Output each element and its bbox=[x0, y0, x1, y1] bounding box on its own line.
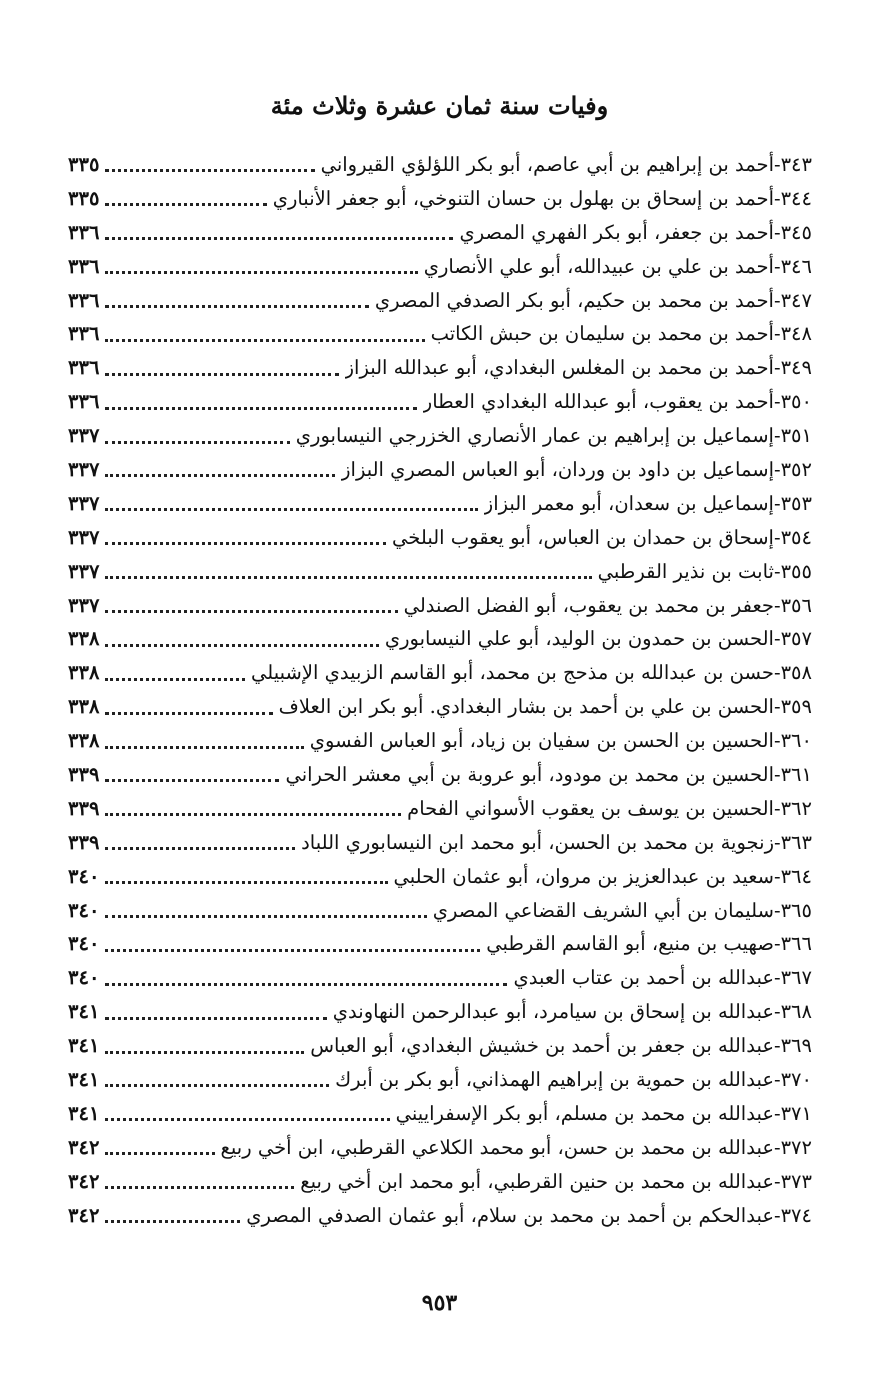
entry-number: ٣٦١- bbox=[773, 763, 812, 787]
dot-leader bbox=[105, 1220, 240, 1223]
toc-entry bbox=[68, 826, 812, 860]
entry-page: ٣٣٦ bbox=[68, 356, 100, 380]
toc-entry bbox=[68, 724, 812, 758]
entry-name: أحمد بن محمد بن سليمان بن حبش الكاتب bbox=[430, 322, 774, 346]
entry-number: ٣٧٢- bbox=[773, 1135, 812, 1159]
entry-name: الحسن بن علي بن أحمد بن بشار البغدادي. أبو بكر ابن العلاف bbox=[278, 695, 774, 719]
entry-page: ٣٣٦ bbox=[68, 322, 100, 346]
entry-page: ٣٣٥ bbox=[68, 186, 100, 210]
entry-number: ٣٥٦- bbox=[773, 593, 812, 617]
dot-leader bbox=[105, 508, 477, 511]
entry-page: ٣٣٧ bbox=[68, 593, 100, 617]
dot-leader bbox=[105, 610, 397, 613]
toc-entry bbox=[68, 792, 812, 826]
dot-leader bbox=[105, 576, 591, 579]
entry-page: ٣٣٧ bbox=[68, 458, 100, 482]
entry-page: ٣٣٧ bbox=[68, 525, 100, 549]
entry-name: عبدالله بن جعفر بن أحمد بن خشيش البغدادي، أبو العباس bbox=[310, 1034, 774, 1058]
dot-leader bbox=[105, 237, 453, 240]
entry-number: ٣٥٢- bbox=[773, 458, 812, 482]
dot-leader bbox=[105, 712, 272, 715]
entry-number: ٣٥٠- bbox=[773, 390, 812, 414]
toc-entry bbox=[68, 927, 812, 961]
entry-number: ٣٤٤- bbox=[773, 186, 812, 210]
entry-name: أحمد بن محمد بن المغلس البغدادي، أبو عبدالله البزاز bbox=[344, 356, 774, 380]
entry-name: عبدالحكم بن أحمد بن محمد بن سلام، أبو عثمان الصدفي المصري bbox=[246, 1203, 774, 1227]
toc-entry bbox=[68, 250, 812, 284]
entry-number: ٣٧٠- bbox=[773, 1068, 812, 1092]
dot-leader bbox=[105, 169, 314, 172]
entry-number: ٣٧١- bbox=[773, 1101, 812, 1125]
entry-page: ٣٣٨ bbox=[68, 729, 100, 753]
toc-entry bbox=[68, 148, 812, 182]
dot-leader bbox=[105, 847, 295, 850]
entry-name: صهيب بن منيع، أبو القاسم القرطبي bbox=[486, 932, 774, 956]
entry-name: عبدالله بن إسحاق بن سيامرد، أبو عبدالرحمن النهاوندي bbox=[332, 1000, 774, 1024]
entry-page: ٣٤٠ bbox=[68, 966, 100, 990]
toc-entry bbox=[68, 555, 812, 589]
entry-page: ٣٣٦ bbox=[68, 220, 100, 244]
entry-number: ٣٦٠- bbox=[773, 729, 812, 753]
dot-leader bbox=[105, 915, 426, 918]
dot-leader bbox=[105, 1152, 214, 1155]
toc-entry bbox=[68, 961, 812, 995]
dot-leader bbox=[105, 1186, 294, 1189]
entry-page: ٣٤١ bbox=[68, 1000, 100, 1024]
entry-name: زنجوية بن محمد بن الحسن، أبو محمد ابن النيسابوري اللباد bbox=[301, 830, 774, 854]
entry-number: ٣٤٦- bbox=[773, 254, 812, 278]
entry-number: ٣٤٨- bbox=[773, 322, 812, 346]
entry-name: إسحاق بن حمدان بن العباس، أبو يعقوب البلخي bbox=[392, 525, 774, 549]
entry-name: عبدالله بن محمد بن حنين القرطبي، أبو محمد ابن أخي ربيع bbox=[300, 1169, 774, 1193]
dot-leader bbox=[105, 779, 279, 782]
entry-name: إسماعيل بن داود بن وردان، أبو العباس المصري البزاز bbox=[341, 458, 774, 482]
entry-page: ٣٣٨ bbox=[68, 627, 100, 651]
entry-number: ٣٦٣- bbox=[773, 830, 812, 854]
dot-leader bbox=[105, 1084, 329, 1087]
toc-entry bbox=[68, 622, 812, 656]
entry-number: ٣٤٥- bbox=[773, 220, 812, 244]
toc-entry bbox=[68, 656, 812, 690]
entry-page: ٣٤٠ bbox=[68, 932, 100, 956]
dot-leader bbox=[105, 881, 387, 884]
entry-page: ٣٤٢ bbox=[68, 1135, 100, 1159]
toc-entry bbox=[68, 894, 812, 928]
toc-entry bbox=[68, 1029, 812, 1063]
entry-page: ٣٣٩ bbox=[68, 763, 100, 787]
dot-leader bbox=[105, 1118, 389, 1121]
toc-entry bbox=[68, 453, 812, 487]
dot-leader bbox=[105, 474, 335, 477]
dot-leader bbox=[105, 1017, 326, 1020]
entry-page: ٣٣٩ bbox=[68, 830, 100, 854]
entry-number: ٣٥٩- bbox=[773, 695, 812, 719]
entry-number: ٣٥١- bbox=[773, 424, 812, 448]
toc-list bbox=[68, 148, 812, 1233]
entry-number: ٣٦٩- bbox=[773, 1034, 812, 1058]
entry-page: ٣٣٧ bbox=[68, 559, 100, 583]
entry-number: ٣٦٦- bbox=[773, 932, 812, 956]
entry-number: ٣٦٧- bbox=[773, 966, 812, 990]
entry-number: ٣٤٩- bbox=[773, 356, 812, 380]
entry-name: عبدالله بن حموية بن إبراهيم الهمذاني، أبو بكر بن أبرك bbox=[335, 1068, 774, 1092]
dot-leader bbox=[105, 441, 289, 444]
entry-name: عبدالله بن محمد بن حسن، أبو محمد الكلاعي القرطبي، ابن أخي ربيع bbox=[220, 1135, 774, 1159]
entry-name: أحمد بن يعقوب، أبو عبدالله البغدادي العطار bbox=[422, 390, 774, 414]
entry-page: ٣٣٦ bbox=[68, 254, 100, 278]
entry-number: ٣٧٤- bbox=[773, 1203, 812, 1227]
dot-leader bbox=[105, 678, 245, 681]
entry-page: ٣٣٨ bbox=[68, 695, 100, 719]
entry-name: الحسن بن حمدون بن الوليد، أبو علي النيسابوري bbox=[384, 627, 774, 651]
entry-name: أحمد بن إبراهيم بن أبي عاصم، أبو بكر اللؤلؤي القيرواني bbox=[320, 153, 774, 176]
entry-name: جعفر بن محمد بن يعقوب، أبو الفضل الصندلي bbox=[403, 593, 774, 617]
entry-name: أحمد بن جعفر، أبو بكر الفهري المصري bbox=[459, 220, 774, 244]
entry-name: أحمد بن محمد بن حكيم، أبو بكر الصدفي المصري bbox=[374, 288, 774, 312]
entry-number: ٣٦٤- bbox=[773, 864, 812, 888]
toc-entry bbox=[68, 1097, 812, 1131]
entry-name: الحسين بن يوسف بن يعقوب الأسواني الفحام bbox=[407, 796, 774, 820]
toc-entry bbox=[68, 995, 812, 1029]
dot-leader bbox=[105, 203, 266, 206]
toc-entry bbox=[68, 521, 812, 555]
entry-page: ٣٣٧ bbox=[68, 491, 100, 515]
toc-entry bbox=[68, 758, 812, 792]
entry-name: عبدالله بن محمد بن مسلم، أبو بكر الإسفراييني bbox=[395, 1101, 774, 1125]
entry-page: ٣٤١ bbox=[68, 1034, 100, 1058]
toc-entry bbox=[68, 385, 812, 419]
entry-name: الحسين بن الحسن بن سفيان بن زياد، أبو العباس الفسوي bbox=[309, 729, 774, 753]
page-title: وفيات سنة ثمان عشرة وثلاث مئة bbox=[270, 91, 609, 120]
dot-leader bbox=[105, 983, 507, 986]
entry-number: ٣٥٤- bbox=[773, 525, 812, 549]
dot-leader bbox=[105, 813, 401, 816]
entry-number: ٣٦٢- bbox=[773, 796, 812, 820]
toc-entry bbox=[68, 351, 812, 385]
entry-name: أحمد بن علي بن عبيدالله، أبو علي الأنصاري bbox=[423, 254, 774, 278]
entry-number: ٣٥٣- bbox=[773, 491, 812, 515]
entry-page: ٣٤١ bbox=[68, 1101, 100, 1125]
entry-page: ٣٤٢ bbox=[68, 1169, 100, 1193]
toc-entry bbox=[68, 317, 812, 351]
entry-name: عبدالله بن أحمد بن عتاب العبدي bbox=[513, 966, 774, 990]
entry-page: ٣٣٦ bbox=[68, 288, 100, 312]
entry-name: ثابت بن نذير القرطبي bbox=[597, 559, 774, 583]
entry-number: ٣٥٧- bbox=[773, 627, 812, 651]
toc-entry bbox=[68, 1131, 812, 1165]
toc-entry bbox=[68, 589, 812, 623]
entry-name: سليمان بن أبي الشريف القضاعي المصري bbox=[432, 898, 774, 922]
dot-leader bbox=[105, 542, 386, 545]
toc-entry bbox=[68, 487, 812, 521]
toc-entry bbox=[68, 182, 812, 216]
dot-leader bbox=[105, 339, 424, 342]
entry-name: أحمد بن إسحاق بن بهلول بن حسان التنوخي، أبو جعفر الأنباري bbox=[272, 186, 774, 210]
entry-number: ٣٤٣- bbox=[773, 153, 812, 176]
toc-entry bbox=[68, 419, 812, 453]
entry-number: ٣٧٣- bbox=[773, 1169, 812, 1193]
dot-leader bbox=[105, 1051, 304, 1054]
dot-leader bbox=[105, 644, 378, 647]
entry-page: ٣٣٩ bbox=[68, 796, 100, 820]
toc-entry bbox=[68, 284, 812, 318]
dot-leader bbox=[105, 746, 303, 749]
entry-name: الحسين بن محمد بن مودود، أبو عروبة بن أبي معشر الحراني bbox=[285, 763, 774, 787]
toc-entry bbox=[68, 690, 812, 724]
entry-name: حسن بن عبدالله بن مذحج بن محمد، أبو القاسم الزبيدي الإشبيلي bbox=[251, 661, 774, 685]
dot-leader bbox=[105, 949, 480, 952]
dot-leader bbox=[105, 271, 417, 274]
toc-entry bbox=[68, 216, 812, 250]
entry-page: ٣٤٠ bbox=[68, 864, 100, 888]
entry-number: ٣٥٨- bbox=[773, 661, 812, 685]
entry-number: ٣٤٧- bbox=[773, 288, 812, 312]
entry-page: ٣٤٢ bbox=[68, 1203, 100, 1227]
dot-leader bbox=[105, 305, 368, 308]
entry-page: ٣٤٠ bbox=[68, 898, 100, 922]
entry-number: ٣٦٨- bbox=[773, 1000, 812, 1024]
toc-entry bbox=[68, 1199, 812, 1233]
entry-page: ٣٣٧ bbox=[68, 424, 100, 448]
entry-page: ٣٣٥ bbox=[68, 153, 100, 176]
entry-name: سعيد بن عبدالعزيز بن مروان، أبو عثمان الحلبي bbox=[393, 864, 774, 888]
toc-entry bbox=[68, 1165, 812, 1199]
dot-leader bbox=[105, 373, 338, 376]
entry-name: إسماعيل بن إبراهيم بن عمار الأنصاري الخزرجي النيسابوري bbox=[295, 424, 774, 448]
entry-number: ٣٦٥- bbox=[773, 898, 812, 922]
entry-page: ٣٤١ bbox=[68, 1068, 100, 1092]
entry-page: ٣٣٦ bbox=[68, 390, 100, 414]
toc-entry bbox=[68, 1063, 812, 1097]
page-number: ٩٥٣ bbox=[421, 1290, 458, 1316]
toc-entry bbox=[68, 860, 812, 894]
entry-name: إسماعيل بن سعدان، أبو معمر البزاز bbox=[483, 491, 774, 515]
entry-page: ٣٣٨ bbox=[68, 661, 100, 685]
entry-number: ٣٥٥- bbox=[773, 559, 812, 583]
dot-leader bbox=[105, 407, 416, 410]
